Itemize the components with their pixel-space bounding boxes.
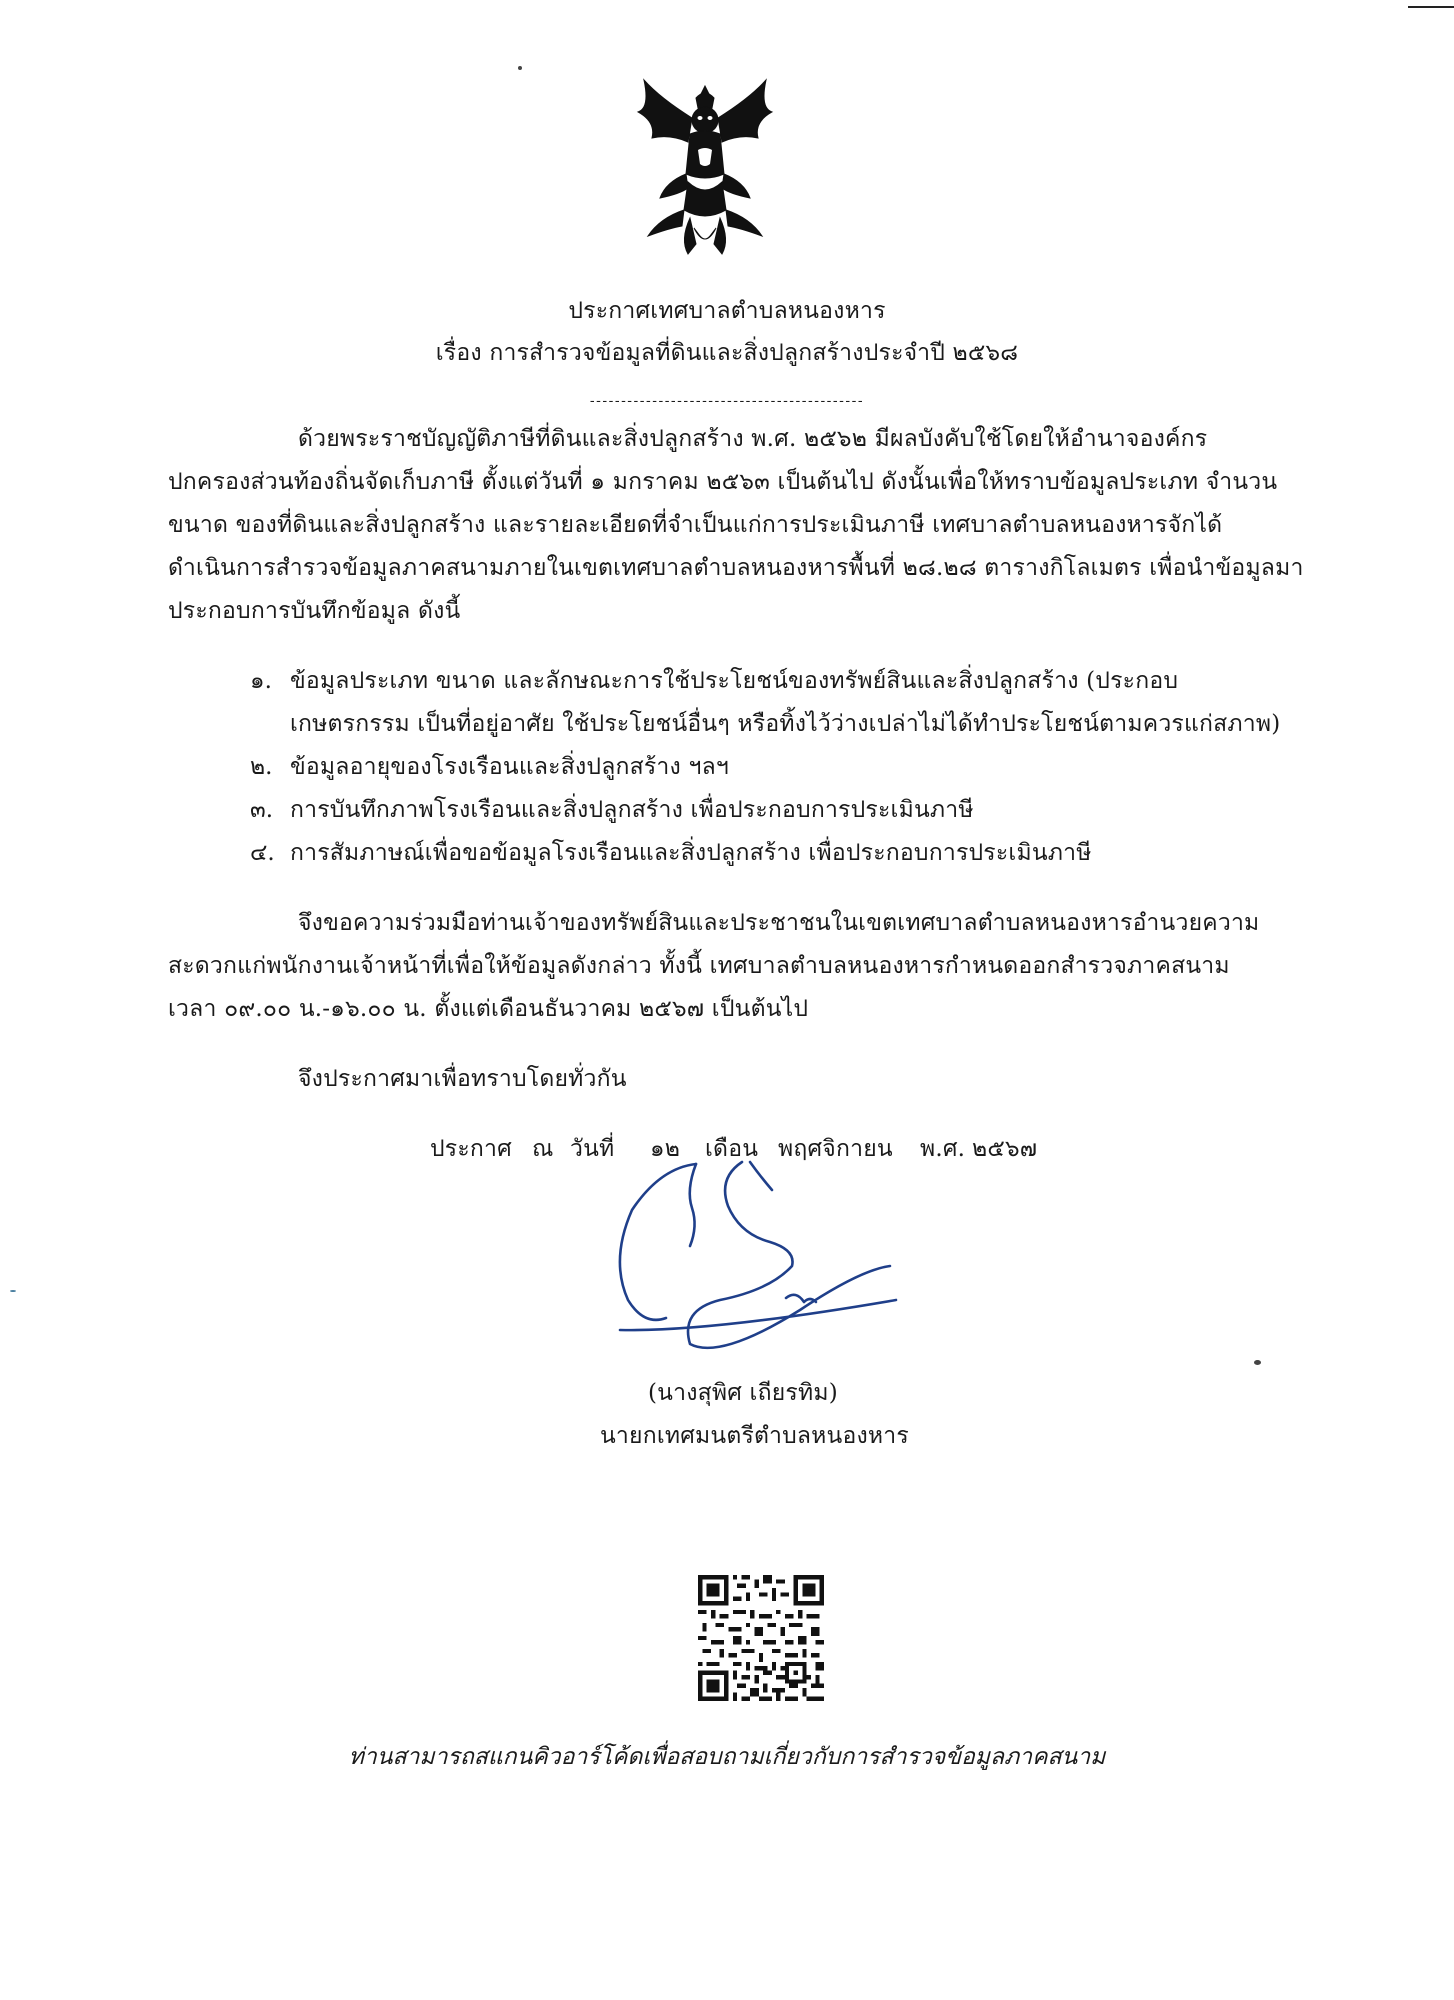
signer-name: (นางสุพิศ เถียรทิม) bbox=[648, 1380, 838, 1406]
list-item-text: ข้อมูลประเภท ขนาด และลักษณะการใช้ประโยชน์ของทรัพย์สินและสิ่งปลูกสร้าง (ประกอบ bbox=[290, 668, 1179, 694]
paragraph-line: ขนาด ของที่ดินและสิ่งปลูกสร้าง และรายละเอียดที่จำเป็นแก่การประเมินภาษี เทศบาลตำบลหนองหารจักได้ bbox=[168, 512, 1223, 538]
handwritten-signature bbox=[600, 1150, 900, 1370]
paragraph-line: จึงขอความร่วมมือท่านเจ้าของทรัพย์สินและประชาชนในเขตเทศบาลตำบลหนองหารอำนวยความ bbox=[298, 910, 1260, 936]
scan-speck bbox=[1254, 1360, 1261, 1365]
qr-code-icon[interactable] bbox=[698, 1575, 824, 1701]
paragraph-line: ด้วยพระราชบัญญัติภาษีที่ดินและสิ่งปลูกสร้าง พ.ศ. ๒๕๖๒ มีผลบังคับใช้โดยให้อำนาจองค์กร bbox=[298, 426, 1208, 452]
list-item-text: การบันทึกภาพโรงเรือนและสิ่งปลูกสร้าง เพื่อประกอบการประเมินภาษี bbox=[290, 797, 974, 823]
date-day: ๑๒ bbox=[650, 1136, 681, 1162]
list-item-number: ๒. bbox=[250, 754, 273, 780]
scan-speck bbox=[518, 66, 522, 70]
list-item-text: ข้อมูลอายุของโรงเรือนและสิ่งปลูกสร้าง ฯลฯ bbox=[290, 754, 729, 780]
paragraph-line: สะดวกแก่พนักงานเจ้าหน้าที่เพื่อให้ข้อมูลดังกล่าว ทั้งนี้ เทศบาลตำบลหนองหารกำหนดออกสำรวจภาคสนาม bbox=[168, 953, 1230, 979]
date-month: พฤศจิกายน bbox=[778, 1136, 893, 1162]
date-on-word: ณ bbox=[532, 1136, 554, 1162]
paragraph-line: ดำเนินการสำรวจข้อมูลภาคสนามภายในเขตเทศบาลตำบลหนองหารพื้นที่ ๒๘.๒๘ ตารางกิโลเมตร เพื่อนำข้อมูลมา bbox=[168, 555, 1304, 581]
date-label: ประกาศ bbox=[430, 1136, 512, 1162]
date-era: พ.ศ. bbox=[920, 1136, 966, 1162]
date-month-label: เดือน bbox=[705, 1136, 759, 1162]
list-item-text: การสัมภาษณ์เพื่อขอข้อมูลโรงเรือนและสิ่งปลูกสร้าง เพื่อประกอบการประเมินภาษี bbox=[290, 840, 1092, 866]
announcement-subject: เรื่อง การสำรวจข้อมูลที่ดินและสิ่งปลูกสร้างประจำปี ๒๕๖๘ bbox=[435, 340, 1019, 366]
announcement-title: ประกาศเทศบาลตำบลหนองหาร bbox=[568, 298, 886, 324]
qr-instruction-note: ท่านสามารถสแกนคิวอาร์โค้ดเพื่อสอบถามเกี่ยวกับการสำรวจข้อมูลภาคสนาม bbox=[348, 1744, 1106, 1770]
closing-statement: จึงประกาศมาเพื่อทราบโดยทั่วกัน bbox=[298, 1066, 627, 1092]
list-item-number: ๓. bbox=[250, 797, 274, 823]
list-item-number: ๑. bbox=[250, 668, 272, 694]
paragraph-line: ปกครองส่วนท้องถิ่นจัดเก็บภาษี ตั้งแต่วันที่ ๑ มกราคม ๒๕๖๓ เป็นต้นไป ดังนั้นเพื่อให้ทราบข้อมูลประเภท จำนวน bbox=[168, 469, 1278, 495]
date-year: ๒๕๖๗ bbox=[972, 1136, 1038, 1162]
title-divider: -------------------------------------------- bbox=[589, 393, 865, 409]
garuda-emblem-icon bbox=[630, 78, 780, 258]
paragraph-line: ประกอบการบันทึกข้อมูล ดังนี้ bbox=[168, 598, 461, 624]
scan-edge-mark bbox=[1408, 6, 1454, 8]
paragraph-line: เวลา ๐๙.๐๐ น.-๑๖.๐๐ น. ตั้งแต่เดือนธันวาคม ๒๕๖๗ เป็นต้นไป bbox=[168, 996, 809, 1022]
date-day-label: วันที่ bbox=[570, 1136, 615, 1162]
list-item-number: ๔. bbox=[250, 840, 275, 866]
list-item-text: เกษตรกรรม เป็นที่อยู่อาศัย ใช้ประโยชน์อื่นๆ หรือทิ้งไว้ว่างเปล่าไม่ได้ทำประโยชน์ตามควรแก่สภาพ) bbox=[290, 711, 1281, 737]
signer-title: นายกเทศมนตรีตำบลหนองหาร bbox=[600, 1423, 909, 1449]
scan-speck bbox=[10, 1290, 16, 1292]
